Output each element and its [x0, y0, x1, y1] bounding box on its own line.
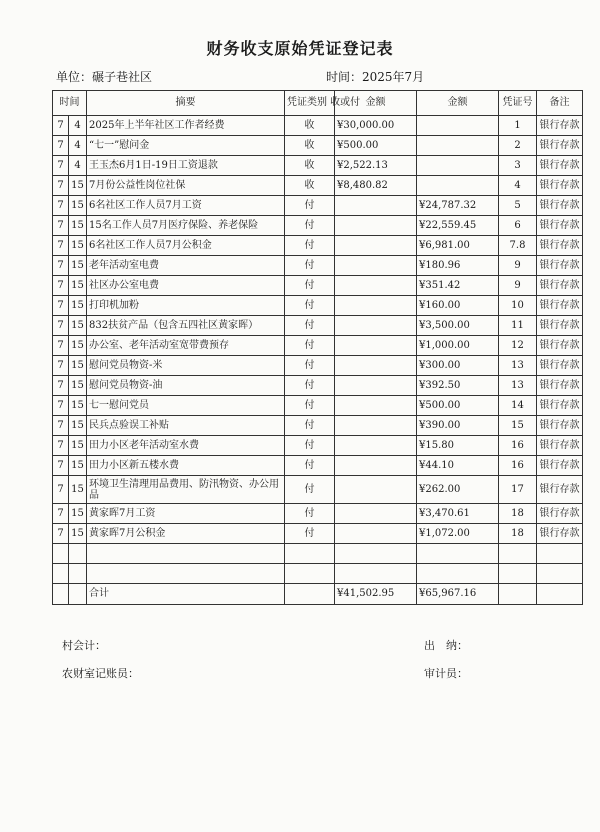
month-cell: 7 — [53, 436, 69, 456]
income-cell: ¥8,480.82 — [335, 176, 417, 196]
note-cell: 银行存款 — [537, 356, 583, 376]
table-row — [53, 196, 583, 216]
note-cell: 银行存款 — [537, 476, 583, 504]
month-cell: 7 — [53, 156, 69, 176]
note-cell: 银行存款 — [537, 296, 583, 316]
voucher-cell: 3 — [499, 156, 537, 176]
expense-cell: ¥1,000.00 — [417, 336, 499, 356]
total-income: ¥41,502.95 — [335, 584, 417, 605]
voucher-cell: 16 — [499, 456, 537, 476]
desc-cell: 6名社区工作人员7月工资 — [87, 196, 285, 216]
day-cell: 15 — [69, 376, 87, 396]
voucher-cell: 2 — [499, 136, 537, 156]
income-cell — [335, 236, 417, 256]
desc-cell: 7月份公益性岗位社保 — [87, 176, 285, 196]
income-cell — [335, 316, 417, 336]
type-cell: 付 — [285, 236, 335, 256]
income-cell — [335, 356, 417, 376]
day-cell: 15 — [69, 356, 87, 376]
desc-cell: 慰问党员物资-油 — [87, 376, 285, 396]
type-cell: 付 — [285, 524, 335, 544]
note-cell: 银行存款 — [537, 276, 583, 296]
ledger-table — [52, 90, 583, 605]
expense-cell: ¥180.96 — [417, 256, 499, 276]
type-cell: 付 — [285, 296, 335, 316]
table-row — [53, 116, 583, 136]
voucher-cell: 16 — [499, 436, 537, 456]
type-cell: 收 — [285, 176, 335, 196]
desc-cell: 15名工作人员7月医疗保险、养老保险 — [87, 216, 285, 236]
income-cell — [335, 476, 417, 504]
empty-cell — [87, 544, 285, 564]
voucher-cell: 13 — [499, 356, 537, 376]
day-cell: 15 — [69, 276, 87, 296]
type-cell: 付 — [285, 336, 335, 356]
type-cell: 付 — [285, 436, 335, 456]
desc-cell: 社区办公室电费 — [87, 276, 285, 296]
day-cell: 15 — [69, 256, 87, 276]
desc-cell: 办公室、老年活动室宽带费预存 — [87, 336, 285, 356]
empty-cell — [537, 564, 583, 584]
note-cell: 银行存款 — [537, 416, 583, 436]
total-empty-cell — [69, 584, 87, 605]
table-row — [53, 316, 583, 336]
income-cell — [335, 436, 417, 456]
total-expense: ¥65,967.16 — [417, 584, 499, 605]
table-row — [53, 236, 583, 256]
month-cell: 7 — [53, 316, 69, 336]
table-row — [53, 436, 583, 456]
empty-row — [53, 564, 583, 584]
income-cell — [335, 456, 417, 476]
income-cell — [335, 524, 417, 544]
day-cell: 15 — [69, 236, 87, 256]
desc-cell: 黄家晖7月工资 — [87, 504, 285, 524]
note-cell: 银行存款 — [537, 376, 583, 396]
income-cell: ¥500.00 — [335, 136, 417, 156]
desc-cell: 民兵点验误工补贴 — [87, 416, 285, 436]
expense-cell: ¥1,072.00 — [417, 524, 499, 544]
day-cell: 4 — [69, 116, 87, 136]
header-type: 凭证类别 收或付 — [285, 91, 335, 116]
expense-cell: ¥300.00 — [417, 356, 499, 376]
time-label: 时间：2025年7月 — [326, 70, 425, 84]
day-cell: 15 — [69, 416, 87, 436]
note-cell: 银行存款 — [537, 176, 583, 196]
note-cell: 银行存款 — [537, 524, 583, 544]
expense-cell: ¥3,470.61 — [417, 504, 499, 524]
empty-cell — [417, 544, 499, 564]
expense-cell: ¥351.42 — [417, 276, 499, 296]
type-cell: 付 — [285, 416, 335, 436]
month-cell: 7 — [53, 396, 69, 416]
table-row — [53, 416, 583, 436]
header-note: 备注 — [537, 91, 583, 116]
voucher-cell: 18 — [499, 504, 537, 524]
expense-cell: ¥160.00 — [417, 296, 499, 316]
auditor-signature-label: 审计员： — [424, 667, 468, 680]
empty-cell — [335, 564, 417, 584]
income-cell: ¥2,522.13 — [335, 156, 417, 176]
expense-cell — [417, 156, 499, 176]
month-cell: 7 — [53, 256, 69, 276]
header-desc: 摘要 — [87, 91, 285, 116]
empty-cell — [69, 544, 87, 564]
empty-cell — [87, 564, 285, 584]
header-time: 时间 — [53, 91, 87, 116]
voucher-cell: 6 — [499, 216, 537, 236]
table-row — [53, 176, 583, 196]
voucher-cell: 11 — [499, 316, 537, 336]
empty-cell — [69, 564, 87, 584]
note-cell: 银行存款 — [537, 504, 583, 524]
day-cell: 15 — [69, 504, 87, 524]
day-cell: 15 — [69, 436, 87, 456]
desc-cell: “七一”慰问金 — [87, 136, 285, 156]
type-cell: 付 — [285, 376, 335, 396]
note-cell: 银行存款 — [537, 456, 583, 476]
total-row — [53, 584, 583, 605]
expense-cell — [417, 136, 499, 156]
table-row — [53, 376, 583, 396]
voucher-cell: 1 — [499, 116, 537, 136]
voucher-cell: 13 — [499, 376, 537, 396]
expense-cell — [417, 116, 499, 136]
empty-row — [53, 544, 583, 564]
month-cell: 7 — [53, 216, 69, 236]
empty-cell — [53, 544, 69, 564]
expense-cell: ¥262.00 — [417, 476, 499, 504]
type-cell: 付 — [285, 504, 335, 524]
desc-cell: 2025年上半年社区工作者经费 — [87, 116, 285, 136]
note-cell: 银行存款 — [537, 236, 583, 256]
total-empty-cell — [537, 584, 583, 605]
income-cell — [335, 336, 417, 356]
expense-cell: ¥3,500.00 — [417, 316, 499, 336]
desc-cell: 田力小区老年活动室水费 — [87, 436, 285, 456]
unit-label: 单位：碾子巷社区 — [56, 70, 153, 84]
month-cell: 7 — [53, 524, 69, 544]
header-income: 金额 — [335, 91, 417, 116]
header-row — [53, 91, 583, 116]
day-cell: 15 — [69, 476, 87, 504]
expense-cell: ¥22,559.45 — [417, 216, 499, 236]
month-cell: 7 — [53, 276, 69, 296]
table-row — [53, 256, 583, 276]
desc-cell: 王玉杰6月1日-19日工资退款 — [87, 156, 285, 176]
note-cell: 银行存款 — [537, 316, 583, 336]
table-row — [53, 356, 583, 376]
income-cell — [335, 296, 417, 316]
type-cell: 付 — [285, 316, 335, 336]
month-cell: 7 — [53, 356, 69, 376]
day-cell: 15 — [69, 176, 87, 196]
desc-cell: 黄家晖7月公积金 — [87, 524, 285, 544]
table-row — [53, 216, 583, 236]
note-cell: 银行存款 — [537, 436, 583, 456]
total-label: 合计 — [87, 584, 285, 605]
note-cell: 银行存款 — [537, 396, 583, 416]
voucher-cell: 10 — [499, 296, 537, 316]
day-cell: 15 — [69, 216, 87, 236]
income-cell — [335, 196, 417, 216]
empty-cell — [285, 544, 335, 564]
day-cell: 15 — [69, 316, 87, 336]
header-expense: 金额 — [417, 91, 499, 116]
income-cell — [335, 416, 417, 436]
desc-cell: 832扶贫产品（包含五四社区黄家晖） — [87, 316, 285, 336]
desc-cell: 打印机加粉 — [87, 296, 285, 316]
desc-cell: 老年活动室电费 — [87, 256, 285, 276]
desc-cell: 6名社区工作人员7月公积金 — [87, 236, 285, 256]
table-row — [53, 524, 583, 544]
type-cell: 付 — [285, 456, 335, 476]
month-cell: 7 — [53, 116, 69, 136]
voucher-cell: 15 — [499, 416, 537, 436]
header-voucher: 凭证号 — [499, 91, 537, 116]
total-empty-cell — [499, 584, 537, 605]
month-cell: 7 — [53, 296, 69, 316]
clerk-signature-label: 农财室记账员： — [62, 667, 139, 680]
income-cell — [335, 216, 417, 236]
voucher-cell: 14 — [499, 396, 537, 416]
table-row — [53, 396, 583, 416]
voucher-cell: 9 — [499, 256, 537, 276]
empty-cell — [53, 564, 69, 584]
table-row — [53, 476, 583, 504]
note-cell: 银行存款 — [537, 336, 583, 356]
type-cell: 付 — [285, 356, 335, 376]
desc-cell: 环境卫生清理用品费用、防汛物资、办公用品 — [87, 476, 285, 504]
day-cell: 4 — [69, 136, 87, 156]
day-cell: 15 — [69, 524, 87, 544]
type-cell: 收 — [285, 136, 335, 156]
desc-cell: 七一慰问党员 — [87, 396, 285, 416]
note-cell: 银行存款 — [537, 216, 583, 236]
type-cell: 收 — [285, 156, 335, 176]
voucher-cell: 4 — [499, 176, 537, 196]
income-cell — [335, 376, 417, 396]
day-cell: 4 — [69, 156, 87, 176]
table-row — [53, 136, 583, 156]
month-cell: 7 — [53, 336, 69, 356]
type-cell: 付 — [285, 276, 335, 296]
note-cell: 银行存款 — [537, 196, 583, 216]
month-cell: 7 — [53, 416, 69, 436]
desc-cell: 田力小区新五楼水费 — [87, 456, 285, 476]
desc-cell: 慰问党员物资-米 — [87, 356, 285, 376]
expense-cell: ¥44.10 — [417, 456, 499, 476]
income-cell — [335, 276, 417, 296]
voucher-cell: 9 — [499, 276, 537, 296]
empty-cell — [537, 544, 583, 564]
table-row — [53, 504, 583, 524]
accountant-signature-label: 村会计： — [62, 639, 106, 652]
expense-cell: ¥392.50 — [417, 376, 499, 396]
note-cell: 银行存款 — [537, 136, 583, 156]
voucher-cell: 5 — [499, 196, 537, 216]
expense-cell: ¥500.00 — [417, 396, 499, 416]
table-row — [53, 156, 583, 176]
note-cell: 银行存款 — [537, 156, 583, 176]
table-row — [53, 336, 583, 356]
expense-cell: ¥15.80 — [417, 436, 499, 456]
type-cell: 收 — [285, 116, 335, 136]
day-cell: 15 — [69, 456, 87, 476]
ledger-body — [53, 116, 583, 544]
expense-cell: ¥6,981.00 — [417, 236, 499, 256]
expense-cell: ¥390.00 — [417, 416, 499, 436]
table-row — [53, 456, 583, 476]
type-cell: 付 — [285, 216, 335, 236]
empty-cell — [285, 564, 335, 584]
voucher-cell: 12 — [499, 336, 537, 356]
month-cell: 7 — [53, 136, 69, 156]
day-cell: 15 — [69, 196, 87, 216]
note-cell: 银行存款 — [537, 116, 583, 136]
empty-cell — [499, 564, 537, 584]
month-cell: 7 — [53, 236, 69, 256]
type-cell: 付 — [285, 256, 335, 276]
page-title: 财务收支原始凭证登记表 — [206, 39, 394, 58]
total-empty-cell — [53, 584, 69, 605]
type-cell: 付 — [285, 196, 335, 216]
cashier-signature-label: 出 纳： — [424, 639, 468, 652]
expense-cell — [417, 176, 499, 196]
month-cell: 7 — [53, 376, 69, 396]
income-cell — [335, 396, 417, 416]
empty-cell — [499, 544, 537, 564]
type-cell: 付 — [285, 476, 335, 504]
income-cell — [335, 504, 417, 524]
table-row — [53, 276, 583, 296]
month-cell: 7 — [53, 504, 69, 524]
voucher-cell: 17 — [499, 476, 537, 504]
income-cell: ¥30,000.00 — [335, 116, 417, 136]
day-cell: 15 — [69, 296, 87, 316]
month-cell: 7 — [53, 176, 69, 196]
day-cell: 15 — [69, 396, 87, 416]
note-cell: 银行存款 — [537, 256, 583, 276]
month-cell: 7 — [53, 476, 69, 504]
table-row — [53, 296, 583, 316]
voucher-cell: 18 — [499, 524, 537, 544]
empty-cell — [335, 544, 417, 564]
day-cell: 15 — [69, 336, 87, 356]
voucher-cell: 7.8 — [499, 236, 537, 256]
income-cell — [335, 256, 417, 276]
month-cell: 7 — [53, 456, 69, 476]
type-cell: 付 — [285, 396, 335, 416]
month-cell: 7 — [53, 196, 69, 216]
total-empty-cell — [285, 584, 335, 605]
expense-cell: ¥24,787.32 — [417, 196, 499, 216]
empty-cell — [417, 564, 499, 584]
